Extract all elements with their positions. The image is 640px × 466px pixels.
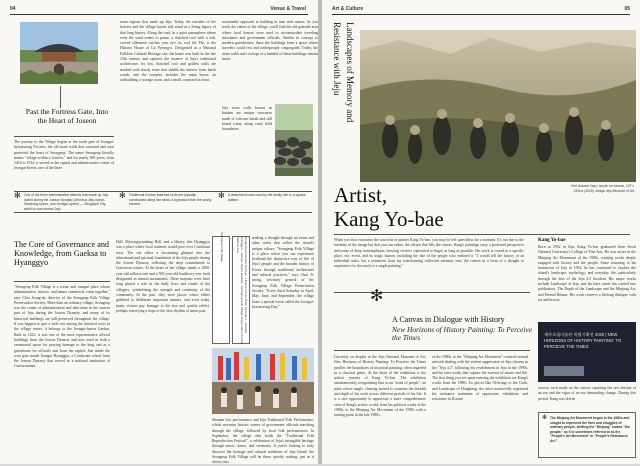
header-rule-right [332,14,630,15]
footnote-3: A detached house used by the family heir in a square pattern. [228,193,306,202]
fortress-side-note: Jeju stone walls known as batdam are unique structures made of volcanic basalt and still found today along rural field boundaries. [222,106,272,132]
left-page [0,0,318,464]
intro-rule [334,234,630,235]
quote-text: The Minjung Art Movement began in the 1980s and sought to represent the lives and struggles of ordinary people, shifting the "Minjung" means "the people," as it is sometimes referred to as the "People's Art Movement" or "People's Resistance Art." [550,416,630,443]
artist-intro: When you first encounter the artworks of painter Kang Yo-bae, you may be left speechless for a moment. It's not due to the intensity of the image but that you can rather, the silence that fills the canvas. Kang's paintings carry a profound perspective and sense of deep contemplation, drawing viewers captivated to linger as long as possible. His work is rooted in a specific place, era, event, and its tragic history, including the fate of the people who endured it. "I would tell the history of an individual artist, but a testament from my transforming collective memory onto the canvas in a form of a thought to experience for the reach of a single painting." [334,238,524,269]
fortress-column-3: sustainable approach to building in tune with nature. As you reach the center of the village, you'll find the old gateside area where local houses were used to accommodate traveling merchants and government officials. Similar in concept to modern guesthouses, these the buildings form a space where travelers could rest and tradespeople congregated. Today, the stone walls and rooftops of a handful of these buildings remain intact. [222,20,318,62]
painting-image [360,30,636,182]
exhibit-sign-text: 제주도립미술관 특별기획전 2025 | NEW HORIZONS OF HISTORY PAINTING: TO PERCEIVE THE TIMES [544,332,622,349]
fortress-title-rule [14,136,114,137]
fortress-gate-photo [20,22,98,84]
vertical-title: Landscapes of Memory and Resistance with Jeju [332,22,355,123]
governance-column-3: making a thought-through an event and other crafts that reflect the island's unique culture. "Seongeup Folk Village is a place where you can experience firsthand the distinctive way of life of Jeju's people and the broader history of Korea through traditional architecture and cultural practices," says Choi Ji-seong, secretary general of the Seongeup Folk Village Preservation Society. "Every third Saturday in April, May, June, and September, the village hosts a special event called the Jeongui-hyeonseong Day." [252,236,314,309]
footnote-star-3: ✻ [218,191,225,200]
section-star: ✻ [370,286,384,305]
footnote-star-2: ✻ [119,191,126,200]
section-label-left: Venue & Travel [270,6,306,12]
footnote-rule-bottom [14,212,312,213]
stone-wall-photo [275,104,313,176]
header-rule-left [10,14,308,15]
right-page [322,0,640,464]
section-label-right: Art & Culture [332,6,364,12]
festival-photo [212,348,314,414]
governance-column-1: "Seongeup Folk Village is a scenic and tranquil place whose administrative, historic, and nature seamlessly come together," says Choi Jeong-ah, director of the Seongeup Folk Village Preservation Society. More than an ordinary village, Seongeup was the center of administration and education in the eastern part of Jeju during the Joseon Dynasty, and many of its historical buildings are still preserved throughout the village. If you happen to spot a stele tree among the thatched roofs in the village center, it belongs to the Jeongui-hyeon Gaeksa. Built in 1423, it was one of the most representative official buildings from the Joseon Dynasty and now used as both a ceremonial space for praying homage to the king and as a guesthouse for officials sent from the capital. Just inside the west gate stands Jeongui Hyanggyo, a Confucian school from the Joseon Dynasty that served as a national institution of Confucianism. [14,285,110,369]
canvas-column-3: society, each made on the canvas capturing the raw tension of an era and the vigor of an era demanding change. During this period, Kang was driven [538,386,636,401]
footnote-rule-top [14,191,312,192]
canvas-rule-top [334,292,530,293]
fortress-column-2: main regions that made up Jeju. Today, the outsides of the fortress and the village layout still stand as a living legacy of that long history. Along the road, in a quiet atmosphere where even the wind seems to pause, a thatched roof with a soft, curved silhouette catches your eye, its roof tile 'Ha', is the Historic House of Go Pyeong-o. Designated as a National Folklore Cultural Heritage site, the home was built in the late 19th century and captures the essence of Jeju's traditional architecture. Its low, thatched roof and golden walls are marked with sturdy stone that shields the interior from harsh winds, and the complex includes the main house, an outbuilding, a storage room, and a small courtyard in front. [120,20,216,83]
fortress-intro: The journey to the Village begins at the south gate of Jeongui-hyeonseong Fortress, the old stone walls that surround and once protected the heart of Seongeup. The name Seongeup literally means "village within a fortress," and for nearly 500 years, from 1416 to 1914, it served as the capital and administrative center of Jeongui-hyeon, one of the three [14,140,114,171]
canvas-column-2: of the 1980s, to the "Minjung Art Movement" centered around artwork dealing with the violent suppression of Jeju citizens in the "Jeju 4.3" following his resettlement in Jeju in the 1990s, and his later works that capture the essence of nature and life. The first thing you see upon entering the exhibition are Kang's works from the 1980s. Its pieces like Offerings to the Gods, and Landscape of Hongbang, the artist masterfully expressed his resistance sentiment of oppression, tribulation, and resistance in Korean [432,355,528,402]
governance-title: The Core of Governance and Knowledge, from Gaeksa to Hyanggyo [14,240,110,268]
info-box-items: Jeongui-hyeonseong Fortress · Historic House of Go Pyeong-o · Jeongui Hyanggyo · Jeongui-hyeon Gaeksa · Seongeup Folk Village Preservation Society · Zelkova Tree [236,236,248,346]
bio-text: Born in 1952 in Jeju, Kang Yo-bae graduated from Seoul National University's College of Fine Arts. He was active in the Minjung Art Movement of the 1980s, creating works deeply engaged with history and the people. Since returning to his hometown of Jeju in 1992, he has continued to explore the island's landscape, mythology, and everyday life, particularly through the lens of the Jeju 4.3 Incident. His major works include Landscape of Jeju, and his later career has carried into publication, The Depth of the Landscape and the Minjung Art, and Eternal Return. His work conveys a lifelong dialogue with art and history. [538,245,636,302]
footnote-2: Traditional Korean thatched roofs are typically constructed using rice straw, a byproduct from the yearly harvest. [129,193,212,206]
governance-column-3b: Shaman Gut performance and Jeju Traditional Folk Performance, which recreates historic scenes of government officials marching through the village, followed by local folk performances. In September, the village also holds the "Traditional Folk Reproduction Festival", a celebration of Jeju's intangible heritage through music, dance, and ceremony. If you're looking to truly discover the heritage and cultural traditions of Jeju Island, the Seongeup Folk Village will be there, quietly waiting, just as it always has. [212,418,314,465]
artist-title: Artist, [334,183,388,207]
info-box-title: Seongeup Folk Village [220,232,224,262]
callout-line [60,86,61,108]
canvas-rule-bottom [334,350,530,351]
info-box-list [232,236,250,344]
bio-name: Kang Yo-bae [538,238,566,243]
artist-name: Kang Yo-bae [334,207,444,231]
fortress-title: Past the Fortress Gate, Into the Heart of Joseon [25,107,109,125]
page-number-right: 05 [624,6,630,12]
info-box [212,232,230,344]
page-number-left: 04 [10,6,16,12]
governance-title-rule [14,281,110,282]
canvas-column-1: Currently on display at the Jeju National Museum of Art, New Horizons of History Painting: To Perceive the Times profiles the boundaries of historical painting, often regarded as a classical genre. At the heart of the exhibition is the artistic journey of Kang Yo-bae. The exhibition simultaneously reorganizing him as an "artist of people", an artist whose single, clearing moved to examine the breadth and depth of his work across different periods of his life. It is a rare opportunity to appreciate a more comprehensive view of Kang's artistic world, from his political works of the 1980s, to the Minjung Art Movement of the 1990s with a turning point in the late 1980s. [334,355,426,418]
footnote-1: One of the three administrative districts that made up Jeju Island during the Joseon Dynasty (Jeonbuk Jeju-hyeon, Daejeong-hyeon, and Jeongui-hyeon) — Seogwipo City, which is now central Jeju. [24,193,109,211]
quote-star: ✻ [542,414,548,421]
painting-caption: <Hot Autumn Day> acrylic on canvas, 197 x 333cm (2016), Image Jeju Museum of Art [569,184,634,193]
canvas-subtitle: New Horizons of History Painting: To Perceive the Times [392,325,532,343]
canvas-title: A Canvas in Dialogue with History [392,315,505,324]
quote-box [538,412,636,458]
governance-column-2: Hall, Myeongnyundang Hall, and a library, this Hyanggyo was a place where local students would pore over Confucian texts. The site offers a fascinating glimpse into the educational and spiritual foundation of the Jeju people during the Joseon Dynasty, reflecting the deep commitment to Confucian values. At the heart of the village stands a 1000-year-old zelkova tree and a 500-year-old hackberry tree, both designated as natural monuments. These majestic trees have long played a role in the daily lives and rituals of the villagers, symbolizing the strength and continuity of the community. In the past, they were places where elders gathered to deliberate important matters, and even today, many visitors pay homage to the tree and quietly reflect, perhaps conveying a hope to the slow rhythm of times past. [116,240,210,313]
exhibit-sign-panel [544,366,584,376]
exhibit-sign-photo [538,322,636,382]
footnote-star-1: ✻ [14,191,21,200]
